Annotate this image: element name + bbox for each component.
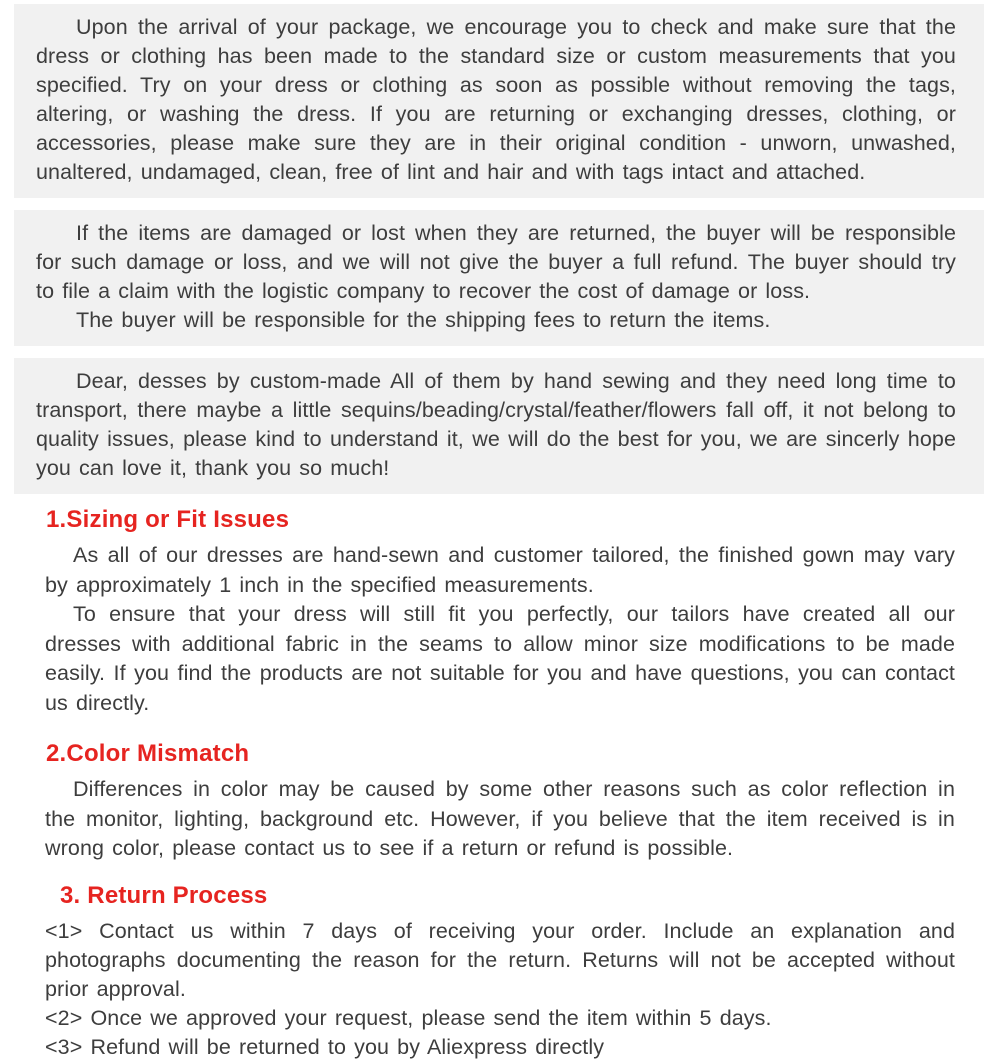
section-return-process	[0, 882, 1000, 1062]
notice-paragraph: Dear, desses by custom-made All of them by hand sewing and they need long time to transport, there maybe a little sequins/beading/crystal/feather/flowers fall off, it not belong to quality issues, please kind to understand it, we will do the best for you, we are sincerly hope you can love it, thank you so much!	[36, 369, 956, 480]
section-paragraph: Differences in color may be caused by some other reasons such as color reflection in the monitor, lighting, background etc. However, if you believe that the item received is in wrong color, please contact us to see if a return or refund is possible.	[45, 777, 955, 860]
notice-box-damage-liability	[14, 210, 984, 346]
notice-paragraph: The buyer will be responsible for the shipping fees to return the items.	[76, 308, 771, 332]
return-step: <2> Once we approved your request, please send the item within 5 days.	[45, 1005, 772, 1030]
section-heading-sizing: 1.Sizing or Fit Issues	[46, 506, 290, 533]
section-sizing-fit	[0, 506, 1000, 718]
return-step: <3> Refund will be returned to you by Aliexpress directly	[45, 1034, 605, 1059]
section-heading-color: 2.Color Mismatch	[46, 740, 250, 767]
notice-paragraph: If the items are damaged or lost when they are returned, the buyer will be responsible for such damage or loss, and we will not give the buyer a full refund. The buyer should try to file a claim with the logistic company to recover the cost of damage or loss.	[36, 221, 956, 303]
notice-box-package-check	[14, 4, 984, 198]
section-color-mismatch	[0, 740, 1000, 864]
notice-box-handmade-disclaimer	[14, 358, 984, 494]
section-paragraph: As all of our dresses are hand-sewn and customer tailored, the finished gown may vary by approximately 1 inch in the specified measurements.	[45, 543, 955, 597]
section-paragraph: To ensure that your dress will still fit you perfectly, our tailors have created all our dresses with additional fabric in the seams to allow minor size modifications to be made easily. If you find the products are not suitable for you and have questions, you can contact us directly.	[45, 602, 955, 715]
return-step: <1> Contact us within 7 days of receiving your order. Include an explanation and photographs documenting the reason for the return. Returns will not be accepted without prior approval.	[45, 918, 955, 1001]
notice-paragraph: Upon the arrival of your package, we encourage you to check and make sure that the dress or clothing has been made to the standard size or custom measurements that you specified. Try on your dress or clothing as soon as possible without removing the tags, altering, or washing the dress. If you are returning or exchanging dresses, clothing, or accessories, please make sure they are in their original condition - unworn, unwashed, unaltered, undamaged, clean, free of lint and hair and with tags intact and attached.	[36, 15, 956, 184]
section-heading-return: 3. Return Process	[60, 881, 268, 909]
